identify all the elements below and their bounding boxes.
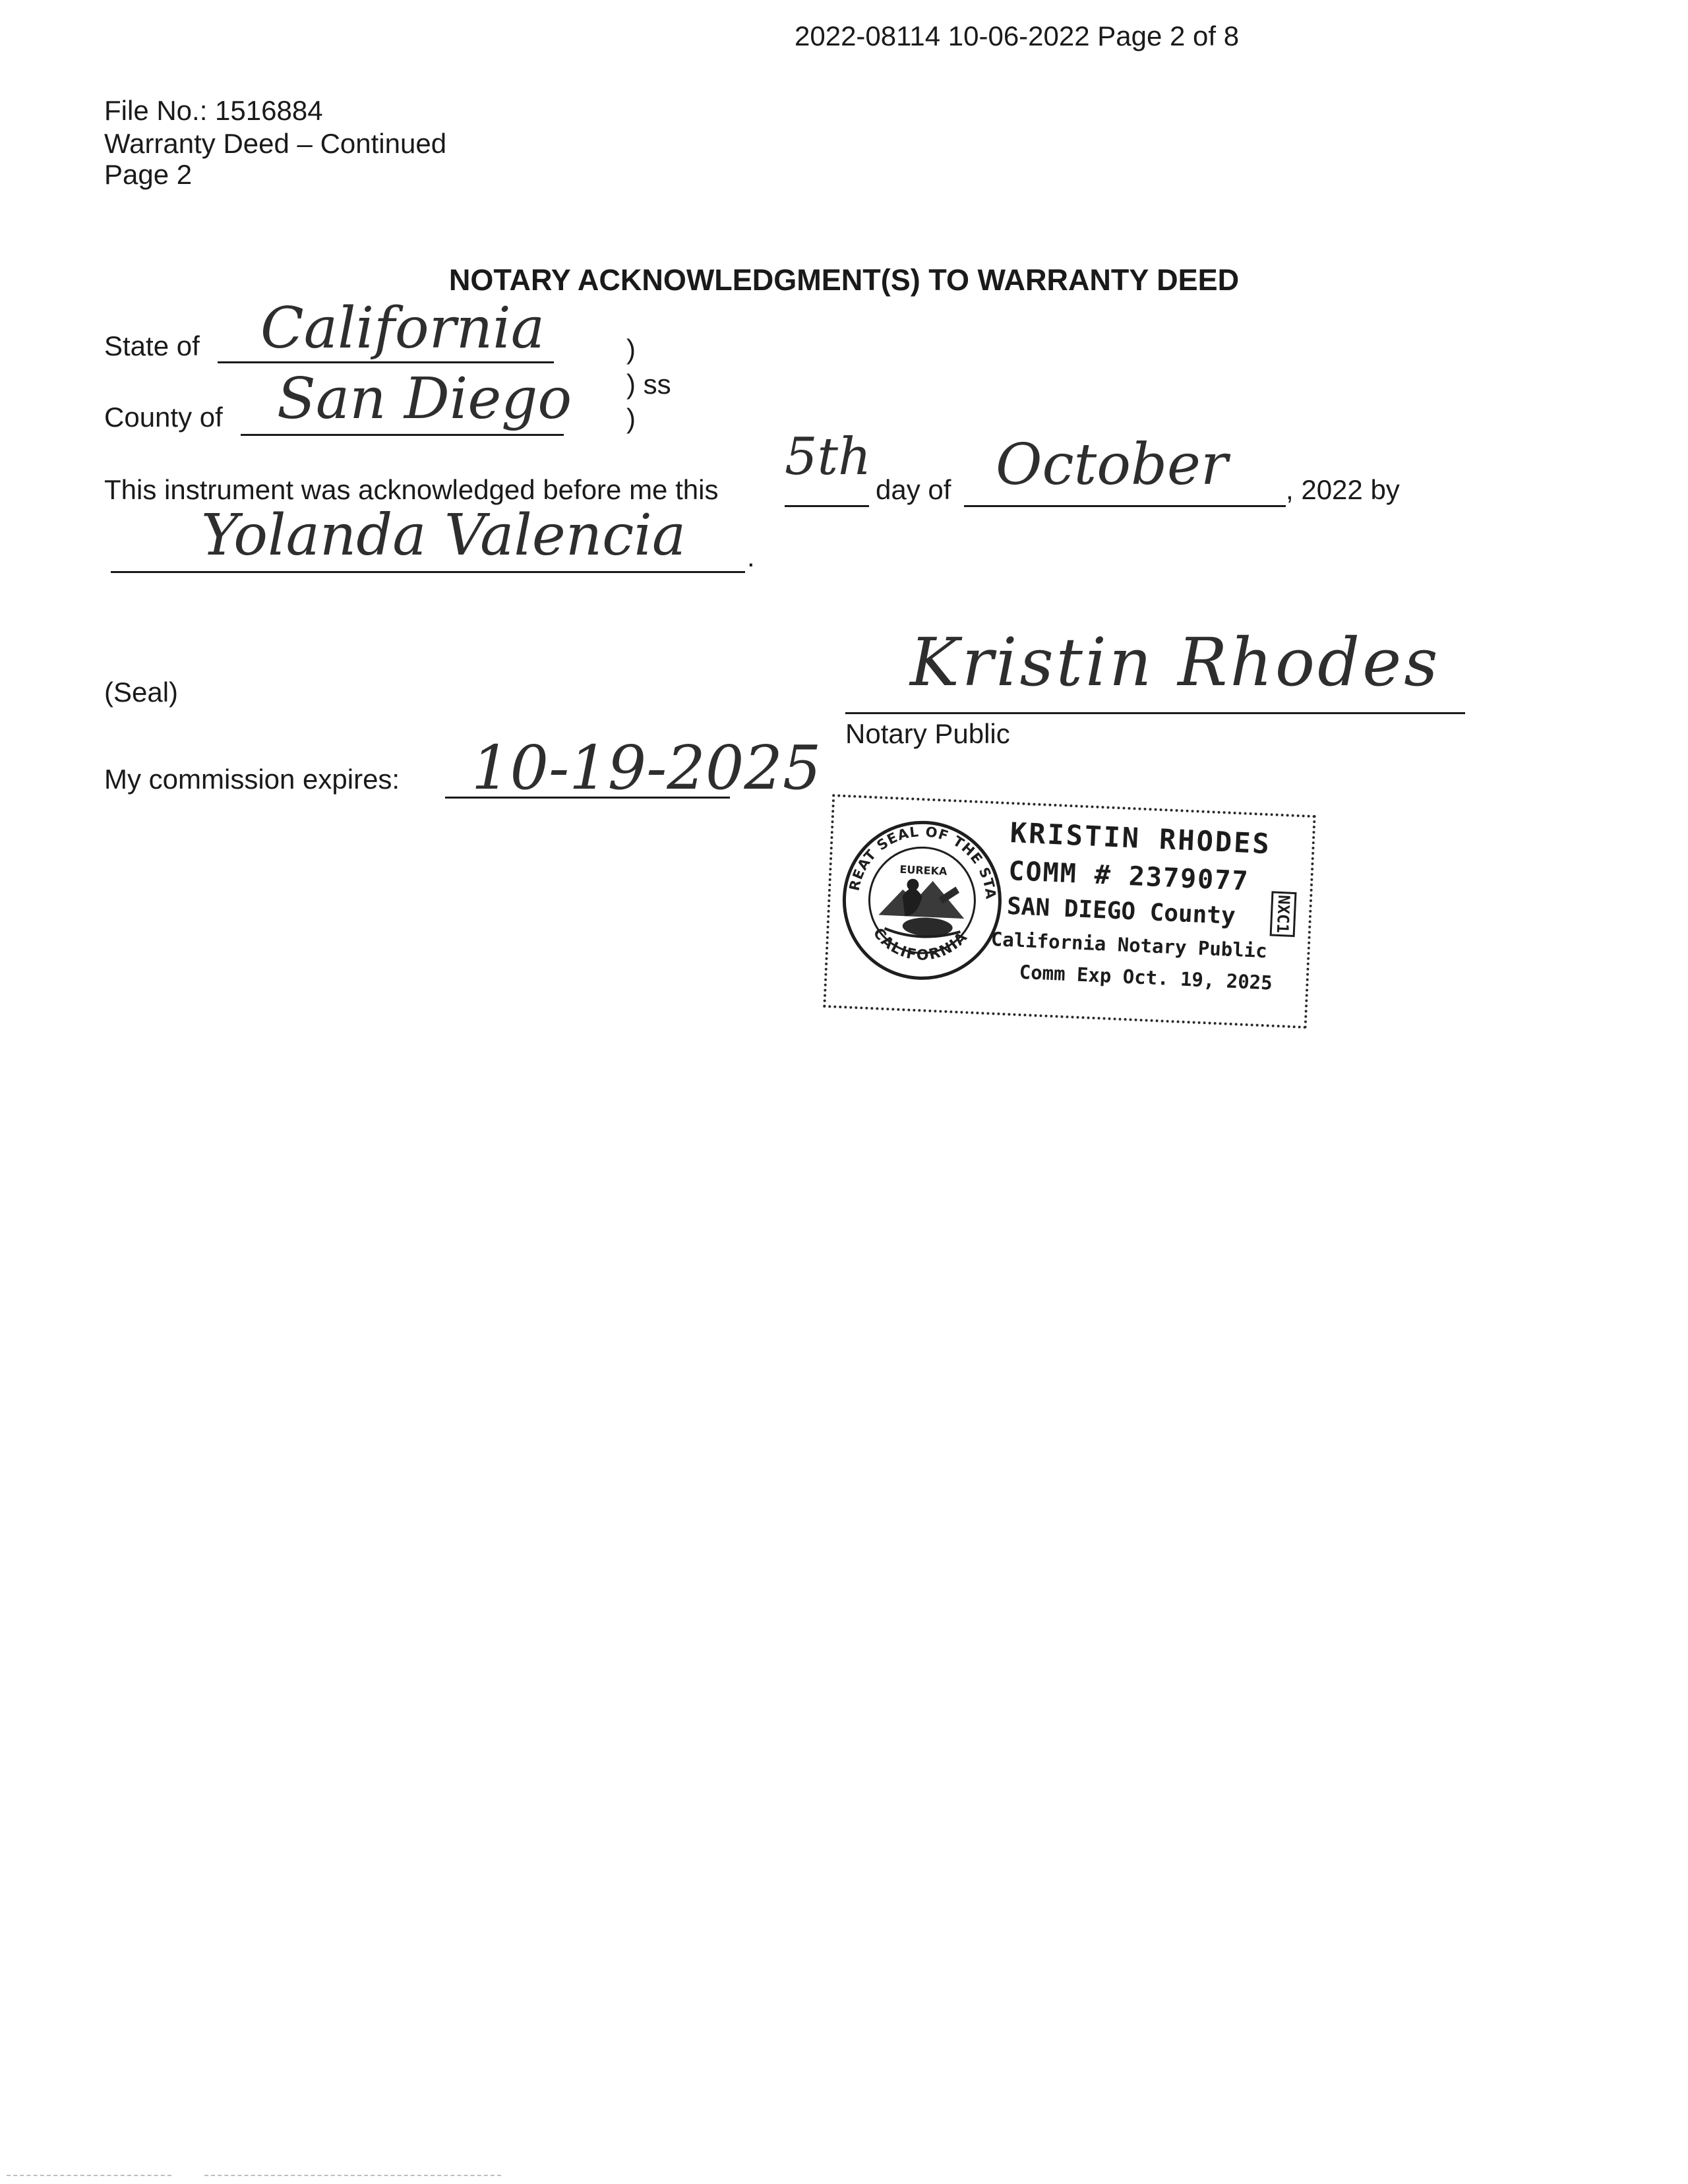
recording-stamp-line: 2022-08114 10-06-2022 Page 2 of 8 [795, 20, 1240, 51]
day-handwritten-value: 5th [785, 427, 872, 487]
notary-signature-line [845, 712, 1465, 714]
page-label: Page 2 [104, 159, 193, 190]
name-field-line [111, 571, 745, 573]
acknowledged-name-handwritten: Yolanda Valencia [201, 502, 686, 568]
seal-motto: EUREKA [899, 863, 948, 878]
stamp-commission-number: COMM # 2379077 [1008, 856, 1250, 897]
notary-public-label: Notary Public [845, 718, 1010, 749]
document-title-continued: Warranty Deed – Continued [104, 128, 447, 159]
stamp-county: SAN DIEGO County [1006, 892, 1236, 930]
scan-edge-artifact [7, 2175, 171, 2176]
state-label: State of [104, 330, 200, 361]
svg-text:THE GREAT SEAL OF THE STATE OF [836, 814, 1003, 901]
notary-stamp [823, 794, 1313, 1026]
stamp-notary-title: California Notary Public [990, 927, 1268, 963]
notary-acknowledgment-title: NOTARY ACKNOWLEDGMENT(S) TO WARRANTY DEED [448, 263, 1240, 297]
year-by-text: , 2022 by [1286, 474, 1400, 505]
file-number: File No.: 1516884 [104, 95, 323, 126]
scan-edge-artifact-2 [204, 2175, 501, 2176]
commission-expires-label: My commission expires: [104, 764, 400, 795]
stamp-side-code: NXC1 [1270, 891, 1297, 936]
california-state-seal [836, 814, 1008, 986]
commission-expiry-handwritten: 10-19-2025 [471, 733, 822, 803]
day-of-text: day of [876, 474, 951, 505]
month-handwritten-value: October [996, 432, 1228, 498]
seal-bottom-text: CALIFORNIA [869, 925, 972, 964]
name-period: . [747, 541, 755, 572]
day-field-line [785, 505, 869, 507]
month-field-line [964, 505, 1286, 507]
county-field-line [241, 434, 564, 436]
acknowledgment-text: This instrument was acknowledged before me this [104, 474, 719, 505]
county-handwritten-value: San Diego [277, 366, 572, 432]
seal-label: (Seal) [104, 677, 179, 708]
stamp-commission-expiry: Comm Exp Oct. 19, 2025 [1019, 960, 1273, 994]
state-field-line [218, 361, 554, 363]
notary-handwritten-signature: Kristin Rhodes [910, 624, 1441, 701]
venue-paren-1: ) [626, 334, 636, 365]
seal-top-text: GREAT SEAL OF THE STATE [846, 824, 999, 899]
county-label: County of [104, 402, 223, 433]
stamp-notary-name: KRISTIN RHODES [1009, 816, 1272, 861]
state-handwritten-value: California [260, 295, 545, 361]
venue-paren-3: ) [626, 403, 636, 434]
venue-paren-ss: ) ss [626, 369, 671, 400]
